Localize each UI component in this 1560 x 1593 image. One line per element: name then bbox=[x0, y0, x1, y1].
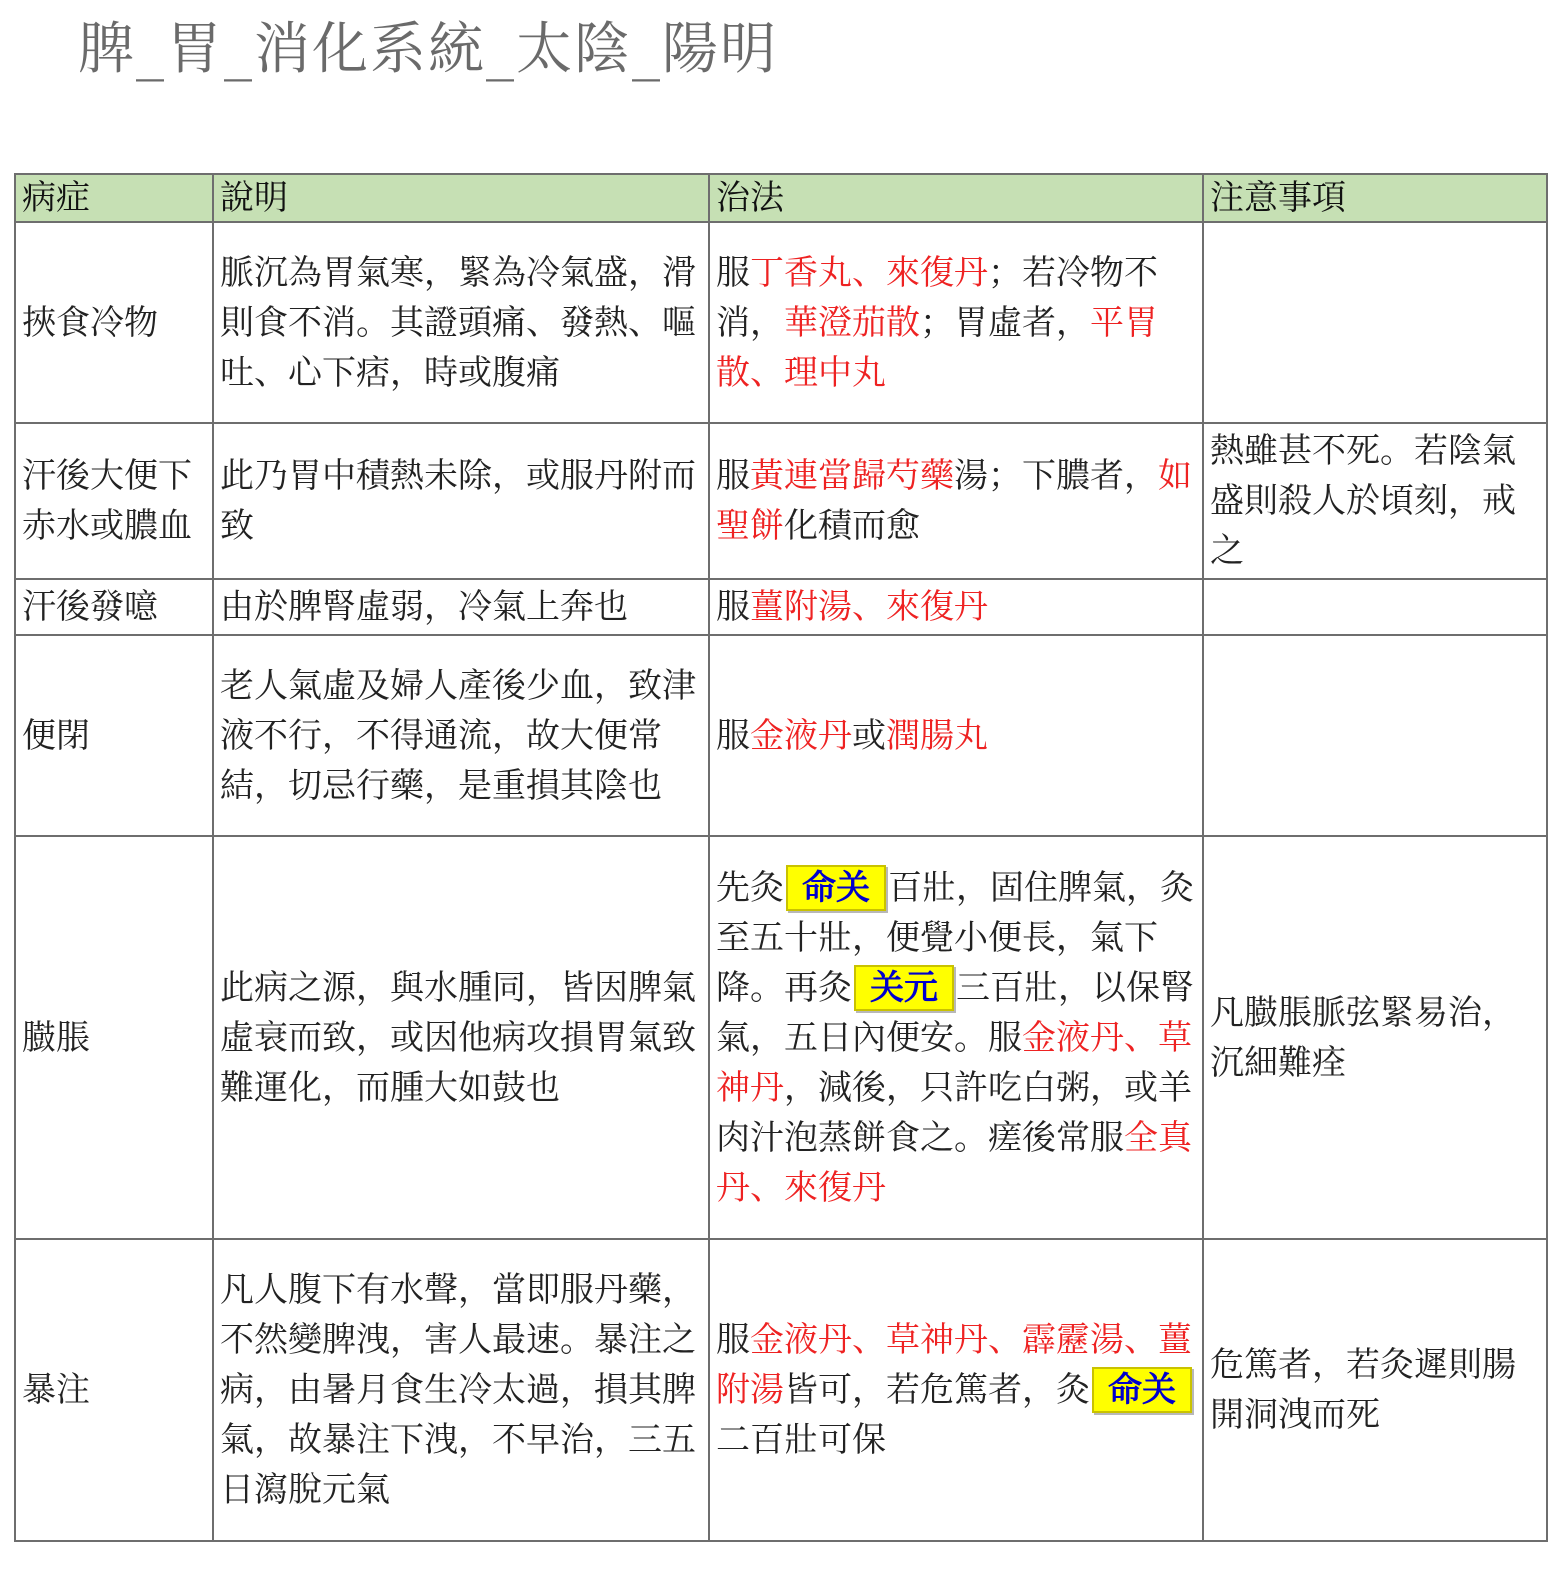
table-row bbox=[15, 1239, 1547, 1541]
cell-notes: 熱雖甚不死。若陰氣盛則殺人於頃刻，戒之 bbox=[1203, 423, 1547, 579]
treatment-text: ；若冷物不消， bbox=[716, 252, 1158, 343]
cell-condition: 臌脹 bbox=[15, 836, 213, 1239]
herb-name: 丁香丸、來復丹 bbox=[750, 252, 988, 293]
treatment-text: 服 bbox=[716, 587, 750, 627]
page-title: 脾_胃_消化系統_太陰_陽明 bbox=[78, 17, 778, 82]
treatment-text: 三百壯，以保腎氣，五日內便安。服 bbox=[716, 967, 1194, 1058]
herb-name: 潤腸丸 bbox=[886, 715, 988, 756]
treatment-text: ，減後，只許吃白粥，或羊肉汁泡蒸餅食之。瘥後常服 bbox=[716, 1067, 1192, 1158]
herb-name: 金液丹 bbox=[750, 715, 852, 756]
cell-treatment bbox=[709, 222, 1203, 423]
table-header-row bbox=[15, 174, 1547, 222]
cell-treatment bbox=[709, 579, 1203, 635]
symptom-table bbox=[14, 173, 1548, 1542]
cell-description: 脈沉為胃氣寒，緊為冷氣盛，滑則食不消。其證頭痛、發熱、嘔吐、心下痞，時或腹痛 bbox=[213, 222, 709, 423]
treatment-text: 先灸 bbox=[716, 867, 784, 908]
cell-treatment bbox=[709, 423, 1203, 579]
treatment-text: 百壯，固住脾氣，灸至五十壯，便覺小便長，氣下降。再灸 bbox=[716, 867, 1194, 1008]
cell-condition: 暴注 bbox=[15, 1239, 213, 1541]
herb-name: 金液丹、草神丹 bbox=[716, 1017, 1192, 1108]
cell-condition: 挾食冷物 bbox=[15, 222, 213, 423]
header-treatment: 治法 bbox=[709, 174, 1203, 222]
herb-name: 如聖餅 bbox=[716, 456, 1192, 546]
treatment-text: ；胃虛者， bbox=[920, 302, 1090, 343]
cell-condition: 便閉 bbox=[15, 635, 213, 836]
cell-description: 此乃胃中積熱未除，或服丹附而致 bbox=[213, 423, 709, 579]
acupoint-badge: 命关 bbox=[786, 865, 886, 911]
treatment-text: 服 bbox=[716, 1320, 750, 1360]
treatment-text: 化積而愈 bbox=[784, 506, 920, 546]
acupoint-badge: 命关 bbox=[1092, 1367, 1192, 1413]
cell-description: 老人氣虛及婦人產後少血，致津液不行，不得通流，故大便常結，切忌行藥，是重損其陰也 bbox=[213, 635, 709, 836]
cell-description: 由於脾腎虛弱，冷氣上奔也 bbox=[213, 579, 709, 635]
herb-name: 全真丹、來復丹 bbox=[716, 1117, 1192, 1208]
header-condition: 病症 bbox=[15, 174, 213, 222]
cell-description: 此病之源，與水腫同，皆因脾氣虛衰而致，或因他病攻損胃氣致難運化，而腫大如鼓也 bbox=[213, 836, 709, 1239]
cell-treatment bbox=[709, 635, 1203, 836]
herb-name: 黃連當歸芍藥 bbox=[750, 456, 954, 496]
cell-notes bbox=[1203, 222, 1547, 423]
treatment-text: 服 bbox=[716, 456, 750, 496]
treatment-text: 二百壯可保 bbox=[716, 1420, 886, 1460]
treatment-text: 或 bbox=[852, 715, 886, 756]
cell-description: 凡人腹下有水聲，當即服丹藥，不然變脾洩，害人最速。暴注之病，由暑月食生冷太過，損其脾氣，故暴注下洩，不早治，三五日瀉脫元氣 bbox=[213, 1239, 709, 1541]
cell-notes: 危篤者，若灸遲則腸開洞洩而死 bbox=[1203, 1239, 1547, 1541]
header-description: 說明 bbox=[213, 174, 709, 222]
herb-name: 華澄茄散 bbox=[784, 302, 920, 343]
cell-condition: 汗後大便下赤水或膿血 bbox=[15, 423, 213, 579]
treatment-text: 服 bbox=[716, 715, 750, 756]
header-notes: 注意事項 bbox=[1203, 174, 1547, 222]
treatment-text: 服 bbox=[716, 252, 750, 293]
table-row bbox=[15, 579, 1547, 635]
cell-condition: 汗後發噫 bbox=[15, 579, 213, 635]
cell-treatment bbox=[709, 836, 1203, 1239]
cell-notes bbox=[1203, 579, 1547, 635]
herb-name: 金液丹、草神丹、霹靂湯、薑附湯 bbox=[716, 1320, 1192, 1410]
treatment-text: 皆可，若危篤者，灸 bbox=[784, 1370, 1090, 1410]
table-row bbox=[15, 423, 1547, 579]
cell-notes bbox=[1203, 635, 1547, 836]
cell-notes: 凡臌脹脈弦緊易治，沉細難痊 bbox=[1203, 836, 1547, 1239]
table-row bbox=[15, 836, 1547, 1239]
table-row bbox=[15, 222, 1547, 423]
acupoint-badge: 关元 bbox=[854, 965, 954, 1011]
treatment-text: 湯；下膿者， bbox=[954, 456, 1158, 496]
herb-name: 薑附湯、來復丹 bbox=[750, 587, 988, 627]
table-row bbox=[15, 635, 1547, 836]
cell-treatment bbox=[709, 1239, 1203, 1541]
herb-name: 平胃散、理中丸 bbox=[716, 302, 1158, 393]
